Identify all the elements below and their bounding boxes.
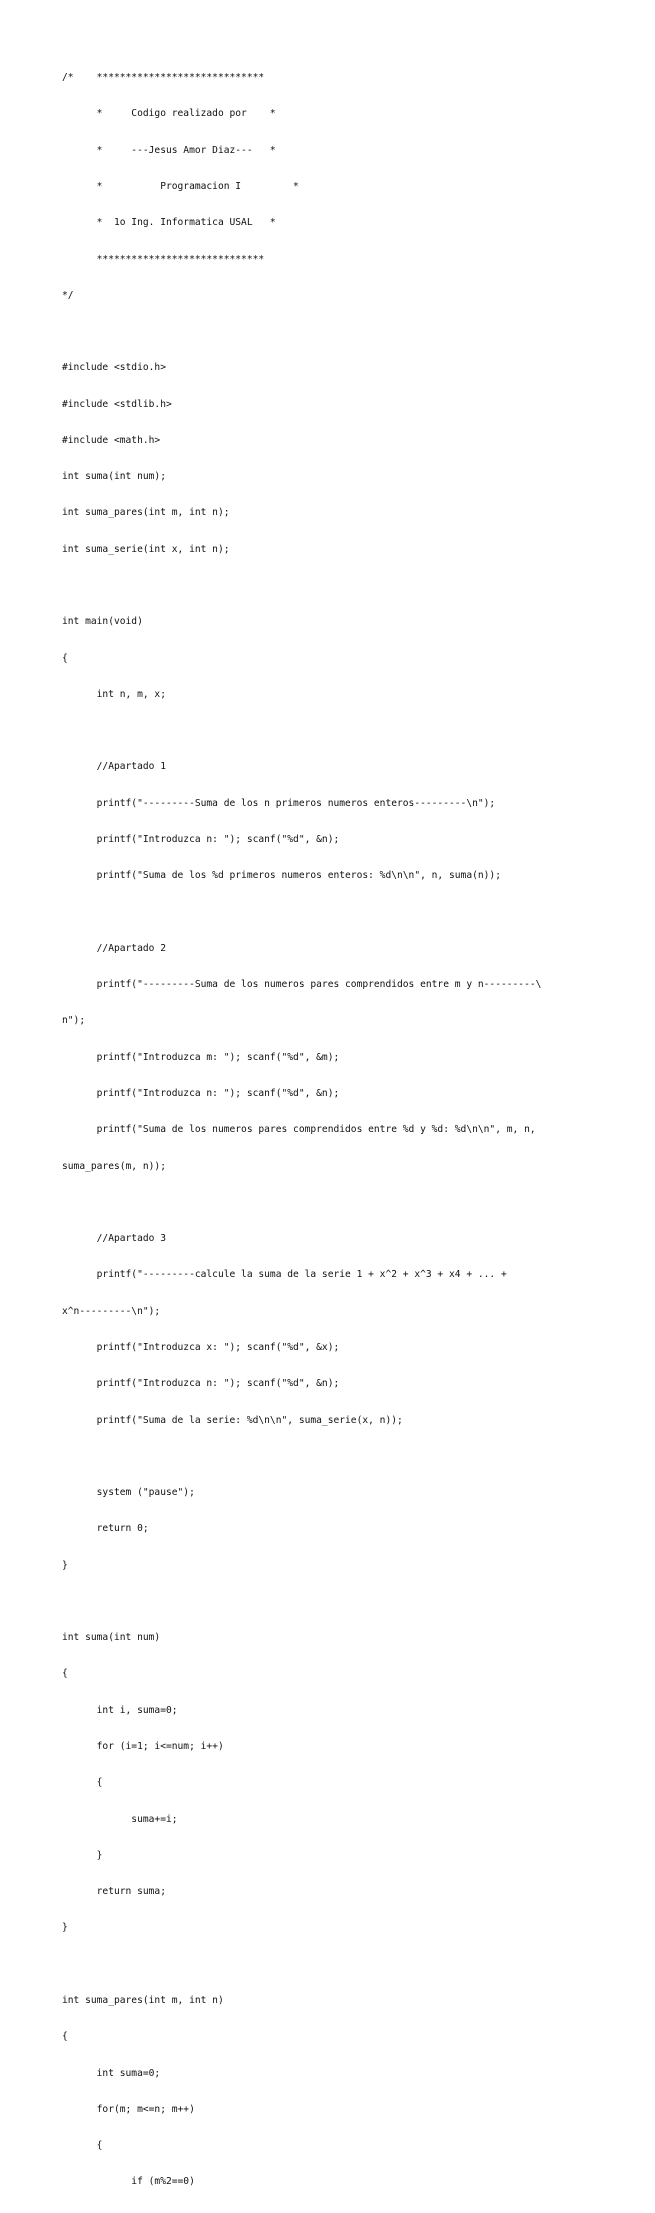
code-line: } <box>62 1922 68 1934</box>
code-line <box>62 907 647 919</box>
code-line: for (i=1; i<=num; i++) <box>62 1741 224 1753</box>
code-line: printf("Suma de los numeros pares comprendidos entre %d y %d: %d\n\n", m, n, <box>62 1124 536 1136</box>
code-line: ***************************** <box>62 253 265 265</box>
code-line: printf("Introduzca x: "); scanf("%d", &x); <box>62 1341 340 1353</box>
code-line <box>62 725 647 737</box>
code-line: * Programacion I * <box>62 180 299 192</box>
code-line: { <box>62 1777 103 1789</box>
code-line: int suma_pares(int m, int n); <box>62 507 230 519</box>
code-line: int n, m, x; <box>62 688 166 700</box>
code-line: suma_pares(m, n)); <box>62 1160 166 1172</box>
code-line: } <box>62 1849 103 1861</box>
code-line: printf("Introduzca m: "); scanf("%d", &m); <box>62 1051 340 1063</box>
code-line: #include <stdio.h> <box>62 362 166 374</box>
code-line: * ---Jesus Amor Diaz--- * <box>62 144 276 156</box>
code-line: int suma_serie(int x, int n); <box>62 543 230 555</box>
code-line <box>62 1959 647 1971</box>
code-line: n"); <box>62 1015 86 1027</box>
code-line: #include <stdlib.h> <box>62 398 172 410</box>
code-line: int suma=0; <box>62 2067 161 2079</box>
code-line: system ("pause"); <box>62 1487 195 1499</box>
code-line: if (m%2==0) <box>62 2176 195 2188</box>
code-line: printf("Suma de la serie: %d\n\n", suma_serie(x, n)); <box>62 1414 403 1426</box>
code-line: { <box>62 1668 68 1680</box>
code-line <box>62 1197 647 1209</box>
code-line: * Codigo realizado por * <box>62 108 276 120</box>
code-line <box>62 1451 647 1463</box>
code-line: int suma(int num); <box>62 471 166 483</box>
code-line: printf("---------Suma de los numeros pares comprendidos entre m y n---------\ <box>62 979 542 991</box>
code-line: int suma(int num) <box>62 1632 161 1644</box>
code-line: { <box>62 2140 103 2152</box>
code-line: printf("Introduzca n: "); scanf("%d", &n); <box>62 834 340 845</box>
code-line: { <box>62 2031 68 2043</box>
code-line: for(m; m<=n; m++) <box>62 2103 195 2115</box>
code-line: return 0; <box>62 1523 149 1535</box>
code-line <box>62 580 647 592</box>
code-line: //Apartado 2 <box>62 942 166 954</box>
code-line: int i, suma=0; <box>62 1704 178 1716</box>
code-line: printf("Introduzca n: "); scanf("%d", &n); <box>62 1378 340 1390</box>
code-line: } <box>62 1559 68 1571</box>
code-line: printf("---------calcule la suma de la serie 1 + x^2 + x^3 + x4 + ... + <box>62 1269 507 1281</box>
code-line: //Apartado 1 <box>62 761 166 773</box>
code-line: int main(void) <box>62 616 143 628</box>
source-code-listing <box>62 60 647 2213</box>
code-line: int suma_pares(int m, int n) <box>62 1995 224 2006</box>
code-line <box>62 326 647 338</box>
code-line: * 1o Ing. Informatica USAL * <box>62 217 276 229</box>
code-line: #include <math.h> <box>62 434 161 446</box>
code-line: /* ***************************** <box>62 72 265 84</box>
code-line: suma+=i; <box>62 1813 178 1825</box>
code-line: printf("Introduzca n: "); scanf("%d", &n); <box>62 1087 340 1099</box>
code-line: */ <box>62 289 74 301</box>
code-line: //Apartado 3 <box>62 1233 166 1245</box>
code-line: printf("Suma de los %d primeros numeros enteros: %d\n\n", n, suma(n)); <box>62 870 501 882</box>
code-line: x^n---------\n"); <box>62 1305 161 1317</box>
code-line: { <box>62 652 68 664</box>
code-line: return suma; <box>62 1886 166 1898</box>
code-line <box>62 1596 647 1608</box>
code-line: printf("---------Suma de los n primeros numeros enteros---------\n"); <box>62 797 496 809</box>
